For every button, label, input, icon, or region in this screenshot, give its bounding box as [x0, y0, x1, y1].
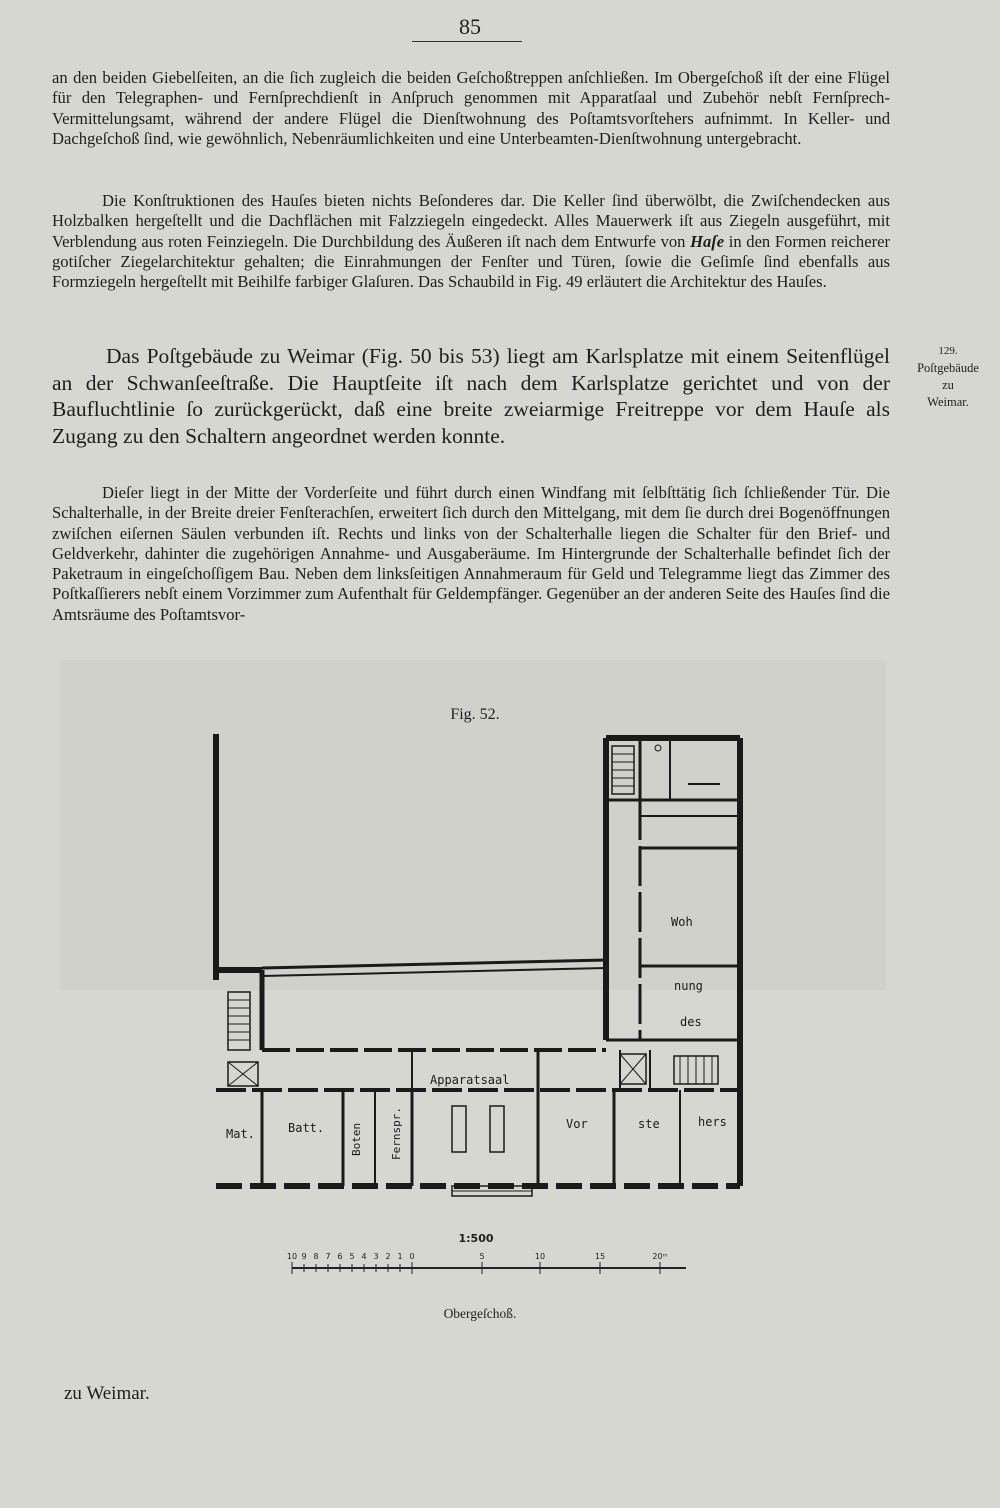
room-label-hers: hers [698, 1115, 727, 1129]
scale-ratio: 1:500 [458, 1232, 494, 1245]
scale-bar [286, 1248, 690, 1278]
margin-note-number: 129. [938, 345, 958, 357]
room-label-vor: Vor [566, 1117, 588, 1131]
architect-name: Haſe [690, 231, 725, 251]
margin-note-line-2: zu [942, 378, 954, 392]
room-label-apparatsaal: Apparatsaal [430, 1073, 510, 1087]
scale-bar-drawing [286, 1248, 690, 1278]
floor-caption: Obergeſchoß. [443, 1306, 517, 1321]
scale-tick-7: 7 [325, 1252, 331, 1261]
room-label-batt: Batt. [288, 1121, 325, 1135]
scale-tick-big-15: 15 [594, 1252, 606, 1261]
scale-tick-6: 6 [337, 1252, 343, 1261]
scale-tick-9: 9 [301, 1252, 307, 1261]
scale-tick-5: 5 [349, 1252, 355, 1261]
scale-tick-3: 3 [373, 1252, 379, 1261]
page-number-rule [412, 41, 522, 42]
paragraph-2-after: in den Formen reicherer gotiſcher Ziegelarchitektur gehalten; die Einrahmungen der Fenſter und Türen, ſowie die Geſimſe ſind ebenfalls aus Formziegeln hergeſtellt mit Beihilfe farbiger Glaſuren. Das Schaubild in Fig. 49 erläutert die Architektur des Hauſes. [52, 231, 890, 292]
margin-note-line-1: Poſtgebäude [917, 361, 979, 375]
scale-tick-big-10: 10 [534, 1252, 546, 1261]
room-label-ste: ste [638, 1117, 660, 1131]
paragraph-1 [52, 68, 890, 149]
room-label-des: des [680, 1015, 702, 1029]
section-intro: Das Poſtgebäude zu Weimar (Fig. 50 bis 53) liegt am Karlsplatze mit einem Seitenflügel an der Schwanſeeſtraße. Die Hauptſeite iſt nach dem Karlsplatze gerichtet und von der Baufluchtlinie ſo zurückgerückt, daß eine breite zweiarmige Freitreppe vor dem Hauſe als Zugang zu den Schaltern angeordnet werden konnte. [52, 344, 890, 448]
scale-tick-0: 0 [409, 1252, 415, 1261]
margin-note-line-3: Weimar. [927, 395, 969, 409]
room-label-boten: Boten [350, 1122, 363, 1156]
scale-tick-4: 4 [361, 1252, 367, 1261]
room-label-nung: nung [674, 979, 703, 993]
margin-note [900, 343, 996, 411]
paragraph-1-text: an den beiden Giebelſeiten, an die ſich zugleich die beiden Geſchoßtreppen anſchließen. Im Obergeſchoß iſt der eine Flügel für den Telegraphen- und Fernſprechdienſt in Anſpruch genommen mit Apparatſaal und Zubehör nebſt Fernſprech-Vermittelungsamt, während der andere Flügel die Dienſtwohnung des Poſtamtsvorſtehers aufnimmt. In Keller- und Dachgeſchoß ſind, wie gewöhnlich, Nebenräumlichkeiten und eine Unterbeamten-Dienſtwohnung untergebracht. [52, 68, 890, 148]
paragraph-3-text: Dieſer liegt in der Mitte der Vorderſeite und führt durch einen Windfang mit ſelbſttätig ſich ſchließender Tür. Die Schalterhalle, in der Breite dreier Fenſterachſen, erweitert ſich durch den Mittelgang, mit dem ſie durch drei Bogenöffnungen zwiſchen eiſernen Säulen verbunden iſt. Rechts und links von der Schalterhalle liegen die Schalter für den Brief- und Geldverkehr, dahinter die zugehörigen Annahme- und Ausgaberäume. Im Hintergrunde der Schalterhalle befindet ſich der Paketraum in eingeſchoſſigem Bau. Neben dem linksſeitigen Annahmeraum für Geld und Telegramme liegt das Zimmer des Poſtkaſſierers nebſt einem Vorzimmer zum Aufenthalt für Geldempfänger. Gegenüber an der anderen Seite des Hauſes ſind die Amtsräume des Poſtamtsvor- [52, 483, 890, 624]
floor-plan [200, 728, 760, 1198]
scale-tick-big-5: 5 [479, 1252, 485, 1261]
scale-tick-10: 10 [286, 1252, 298, 1261]
paragraph-2-before: Die Konſtruktionen des Hauſes bieten nichts Beſonderes dar. Die Keller ſind überwölbt, die Zwiſchendecken aus Holzbalken hergeſtellt und die Dachflächen mit Falzziegeln eingedeckt. Alles Mauerwerk iſt aus Ziegeln ausgeführt, mit Verblendung aus roten Feinziegeln. Die Durchbildung des Äußeren iſt nach dem Entwurfe von [52, 191, 890, 251]
paragraph-2 [52, 191, 890, 292]
room-label-fernspr: Fernspr. [390, 1107, 403, 1160]
scale-tick-big-20: 20ᵐ [652, 1252, 668, 1261]
figure-caption: Fig. 52. [450, 706, 500, 723]
paragraph-3 [52, 483, 890, 625]
scale-tick-8: 8 [313, 1252, 319, 1261]
scale-tick-1: 1 [397, 1252, 403, 1261]
page-number: 85 [459, 14, 481, 39]
scale-tick-2: 2 [385, 1252, 391, 1261]
running-footer: zu Weimar. [64, 1383, 150, 1404]
room-label-woh: Woh [671, 915, 693, 929]
room-label-mat: Mat. [226, 1127, 255, 1141]
floor-plan-drawing [200, 728, 760, 1198]
